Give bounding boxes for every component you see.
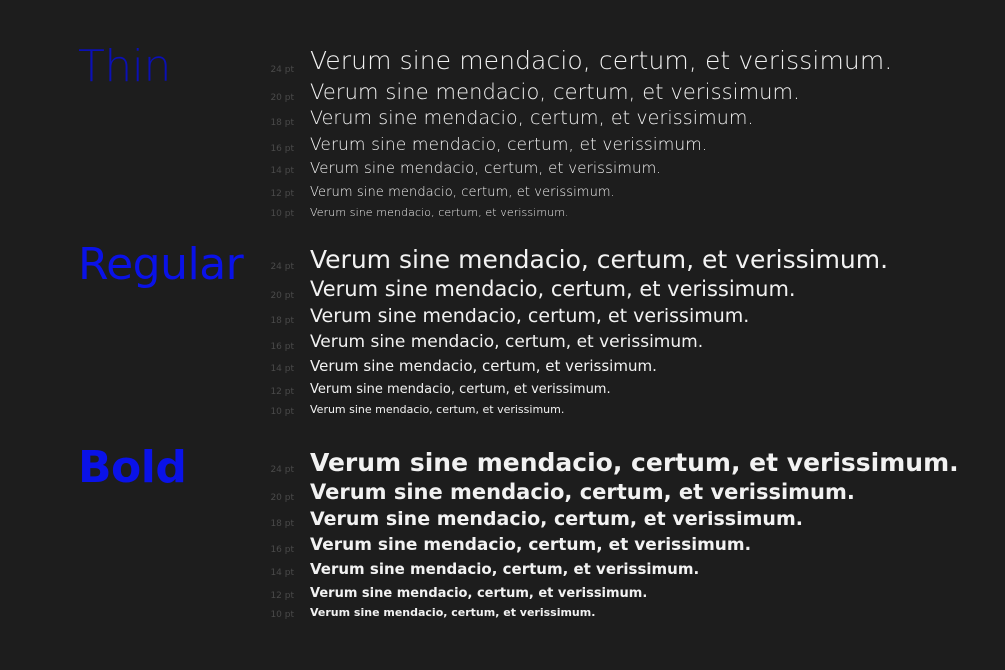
- size-label: 16 pt: [270, 144, 294, 154]
- sample-text: Verum sine mendacio, certum, et verissimum.: [310, 606, 596, 619]
- size-label: 14 pt: [270, 364, 294, 374]
- size-label: 12 pt: [270, 387, 294, 397]
- size-label: 12 pt: [270, 189, 294, 199]
- sample-text: Verum sine mendacio, certum, et verissimum.: [310, 480, 855, 504]
- size-label: 10 pt: [270, 209, 294, 219]
- sample-text: Verum sine mendacio, certum, et verissimum.: [310, 586, 648, 601]
- sample-text: Verum sine mendacio, certum, et verissimum.: [310, 535, 752, 555]
- sample-text: Verum sine mendacio, certum, et verissimum.: [310, 305, 750, 327]
- size-label: 16 pt: [270, 545, 294, 555]
- size-label: 12 pt: [270, 591, 294, 601]
- sample-text: Verum sine mendacio, certum, et verissimum.: [310, 135, 708, 155]
- sample-text: Verum sine mendacio, certum, et verissimum.: [310, 159, 662, 177]
- size-label: 24 pt: [270, 465, 294, 475]
- weight-label-bold: Bold: [78, 442, 187, 493]
- sample-text: Verum sine mendacio, certum, et verissimum.: [310, 508, 803, 530]
- size-label: 20 pt: [270, 493, 294, 503]
- sample-text: Verum sine mendacio, certum, et verissimum.: [310, 277, 796, 301]
- sample-text: Verum sine mendacio, certum, et verissimum.: [310, 560, 700, 578]
- size-label: 24 pt: [270, 65, 294, 75]
- weight-label-regular: Regular: [78, 239, 244, 290]
- size-label: 14 pt: [270, 166, 294, 176]
- size-label: 10 pt: [270, 407, 294, 417]
- size-label: 18 pt: [270, 519, 294, 529]
- size-label: 18 pt: [270, 316, 294, 326]
- weight-label-thin: Thin: [78, 41, 171, 92]
- sample-text: Verum sine mendacio, certum, et verissimum.: [310, 403, 565, 416]
- sample-text: Verum sine mendacio, certum, et verissimum.: [310, 80, 800, 104]
- sample-text: Verum sine mendacio, certum, et verissimum.: [310, 332, 704, 352]
- sample-text: Verum sine mendacio, certum, et verissimum.: [310, 357, 657, 375]
- sample-text: Verum sine mendacio, certum, et verissimum.: [310, 448, 959, 477]
- sample-text: Verum sine mendacio, certum, et verissimum.: [310, 185, 615, 200]
- size-label: 24 pt: [270, 262, 294, 272]
- sample-text: Verum sine mendacio, certum, et verissimum.: [310, 245, 889, 274]
- size-label: 20 pt: [270, 93, 294, 103]
- size-label: 10 pt: [270, 610, 294, 620]
- sample-text: Verum sine mendacio, certum, et verissimum.: [310, 382, 611, 397]
- sample-text: Verum sine mendacio, certum, et verissimum.: [310, 46, 893, 75]
- sample-text: Verum sine mendacio, certum, et verissimum.: [310, 107, 754, 129]
- size-label: 20 pt: [270, 291, 294, 301]
- sample-text: Verum sine mendacio, certum, et verissimum.: [310, 206, 569, 219]
- size-label: 14 pt: [270, 568, 294, 578]
- size-label: 16 pt: [270, 342, 294, 352]
- size-label: 18 pt: [270, 118, 294, 128]
